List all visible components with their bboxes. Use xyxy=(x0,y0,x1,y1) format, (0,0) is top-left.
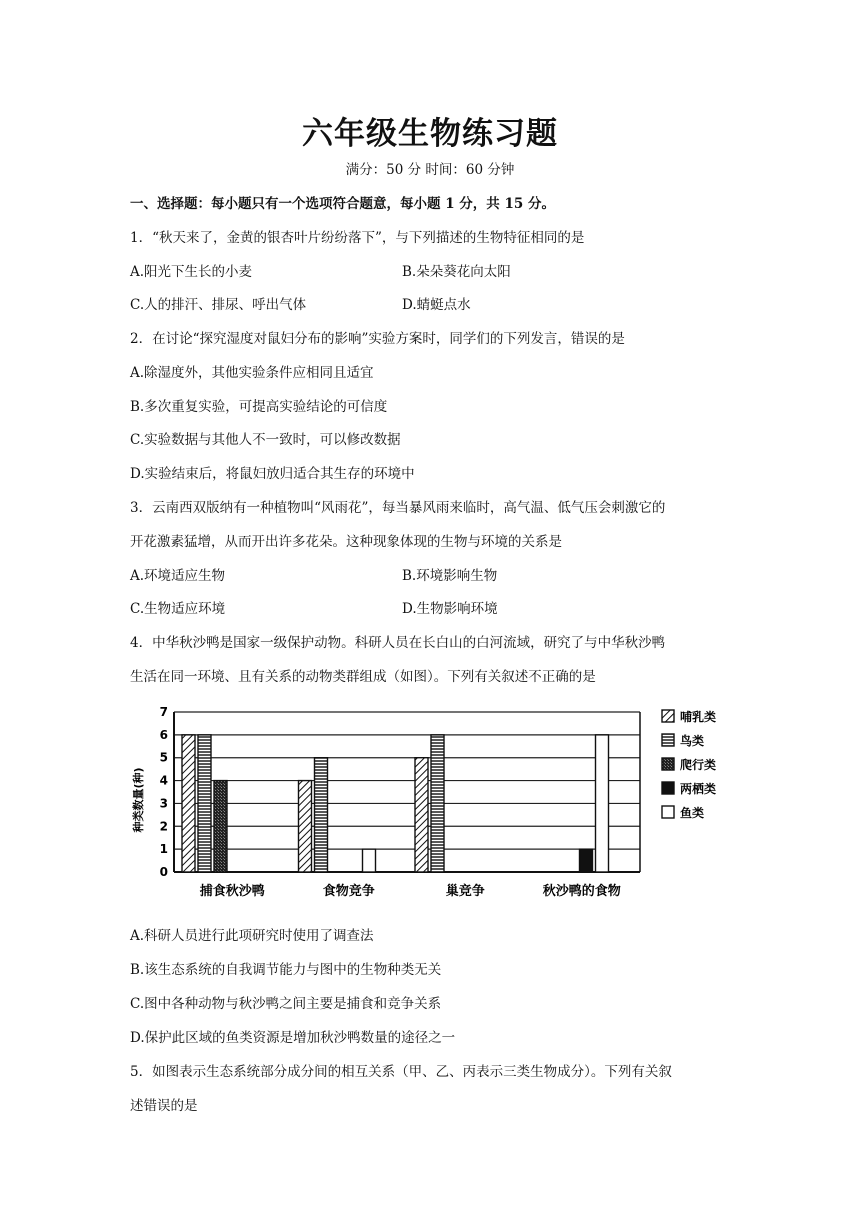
q2-option-b: B.多次重复实验，可提高实验结论的可信度 xyxy=(130,399,388,415)
q1-option-d: D.蜻蜓点水 xyxy=(402,297,471,313)
q3-option-d: D.生物影响环境 xyxy=(402,601,498,617)
q4-stem-line1: 4．中华秋沙鸭是国家一级保护动物。科研人员在长白山的白河流域，研究了与中华秋沙鸭 xyxy=(130,635,666,651)
q1-option-a: A.阳光下生长的小麦 xyxy=(130,264,253,280)
legend-swatch xyxy=(662,734,674,746)
q4-stem-line2: 生活在同一环境、且有关系的动物类群组成（如图）。下列有关叙述不正确的是 xyxy=(130,669,596,685)
y-tick-label: 4 xyxy=(159,773,168,788)
legend-label: 鱼类 xyxy=(680,806,705,820)
bar-0-1 xyxy=(198,735,211,872)
x-category-label: 秋沙鸭的食物 xyxy=(542,884,621,899)
legend-swatch xyxy=(662,758,674,770)
q3-option-c: C.生物适应环境 xyxy=(130,601,226,617)
q3-option-a: A.环境适应生物 xyxy=(130,568,226,584)
y-tick-label: 1 xyxy=(159,842,168,857)
species-bar-chart xyxy=(128,700,736,910)
legend-label: 哺乳类 xyxy=(680,710,717,724)
q5-stem-line1: 5．如图表示生态系统部分成分间的相互关系（甲、乙、丙表示三类生物成分）。下列有关叙 xyxy=(130,1064,672,1080)
q3-stem-line2: 开花激素猛增，从而开出许多花朵。这种现象体现的生物与环境的关系是 xyxy=(130,534,562,550)
q1-option-b: B.朵朵葵花向太阳 xyxy=(402,264,511,280)
section-heading: 一、选择题：每小题只有一个选项符合题意，每小题 1 分，共 15 分。 xyxy=(130,196,555,212)
y-tick-label: 7 xyxy=(159,705,168,719)
legend-label: 鸟类 xyxy=(680,734,705,748)
q3-stem-line1: 3．云南西双版纳有一种植物叫“风雨花”，每当暴风雨来临时，高气温、低气压会刺激它的 xyxy=(130,500,666,516)
bar-3-4 xyxy=(596,735,609,872)
bar-1-4 xyxy=(363,849,376,872)
q4-option-a: A.科研人员进行此项研究时使用了调查法 xyxy=(130,928,374,944)
q1-stem: 1．“秋天来了，金黄的银杏叶片纷纷落下”，与下列描述的生物特征相同的是 xyxy=(130,230,585,246)
legend-label: 爬行类 xyxy=(680,758,717,772)
q1-option-c: C.人的排汗、排尿、呼出气体 xyxy=(130,297,307,313)
x-category-label: 捕食秋沙鸭 xyxy=(199,884,265,899)
q4-option-b: B.该生态系统的自我调节能力与图中的生物种类无关 xyxy=(130,962,442,978)
x-category-label: 食物竞争 xyxy=(322,884,375,899)
q4-option-d: D.保护此区域的鱼类资源是增加秋沙鸭数量的途径之一 xyxy=(130,1030,456,1046)
q2-stem: 2．在讨论“探究湿度对鼠妇分布的影响”实验方案时，同学们的下列发言，错误的是 xyxy=(130,331,625,347)
q4-option-c: C.图中各种动物与秋沙鸭之间主要是捕食和竞争关系 xyxy=(130,996,442,1012)
bar-1-1 xyxy=(315,758,328,872)
q2-option-d: D.实验结束后，将鼠妇放归适合其生存的环境中 xyxy=(130,466,415,482)
bar-3-3 xyxy=(580,849,593,872)
page-title: 六年级生物练习题 xyxy=(302,116,558,152)
legend-swatch xyxy=(662,710,674,722)
page-subtitle: 满分：50 分 时间：60 分钟 xyxy=(345,162,515,178)
q5-stem-line2: 述错误的是 xyxy=(130,1098,198,1114)
chart-ylabel: 种类数量(种) xyxy=(132,767,145,833)
x-category-label: 巢竞争 xyxy=(445,884,485,899)
q3-option-b: B.环境影响生物 xyxy=(402,568,498,584)
bar-2-0 xyxy=(415,758,428,872)
q2-option-c: C.实验数据与其他人不一致时，可以修改数据 xyxy=(130,432,401,448)
bar-2-1 xyxy=(431,735,444,872)
bar-0-0 xyxy=(182,735,195,872)
y-tick-label: 2 xyxy=(159,819,168,834)
q2-option-a: A.除湿度外，其他实验条件应相同且适宜 xyxy=(130,365,374,381)
y-tick-label: 3 xyxy=(159,796,168,811)
legend-label: 两栖类 xyxy=(680,782,717,796)
y-tick-label: 6 xyxy=(159,727,168,742)
bar-0-2 xyxy=(214,781,227,872)
bar-1-0 xyxy=(299,781,312,872)
y-tick-label: 5 xyxy=(159,750,168,765)
legend-swatch xyxy=(662,806,674,818)
y-tick-label: 0 xyxy=(159,865,168,879)
legend-swatch xyxy=(662,782,674,794)
